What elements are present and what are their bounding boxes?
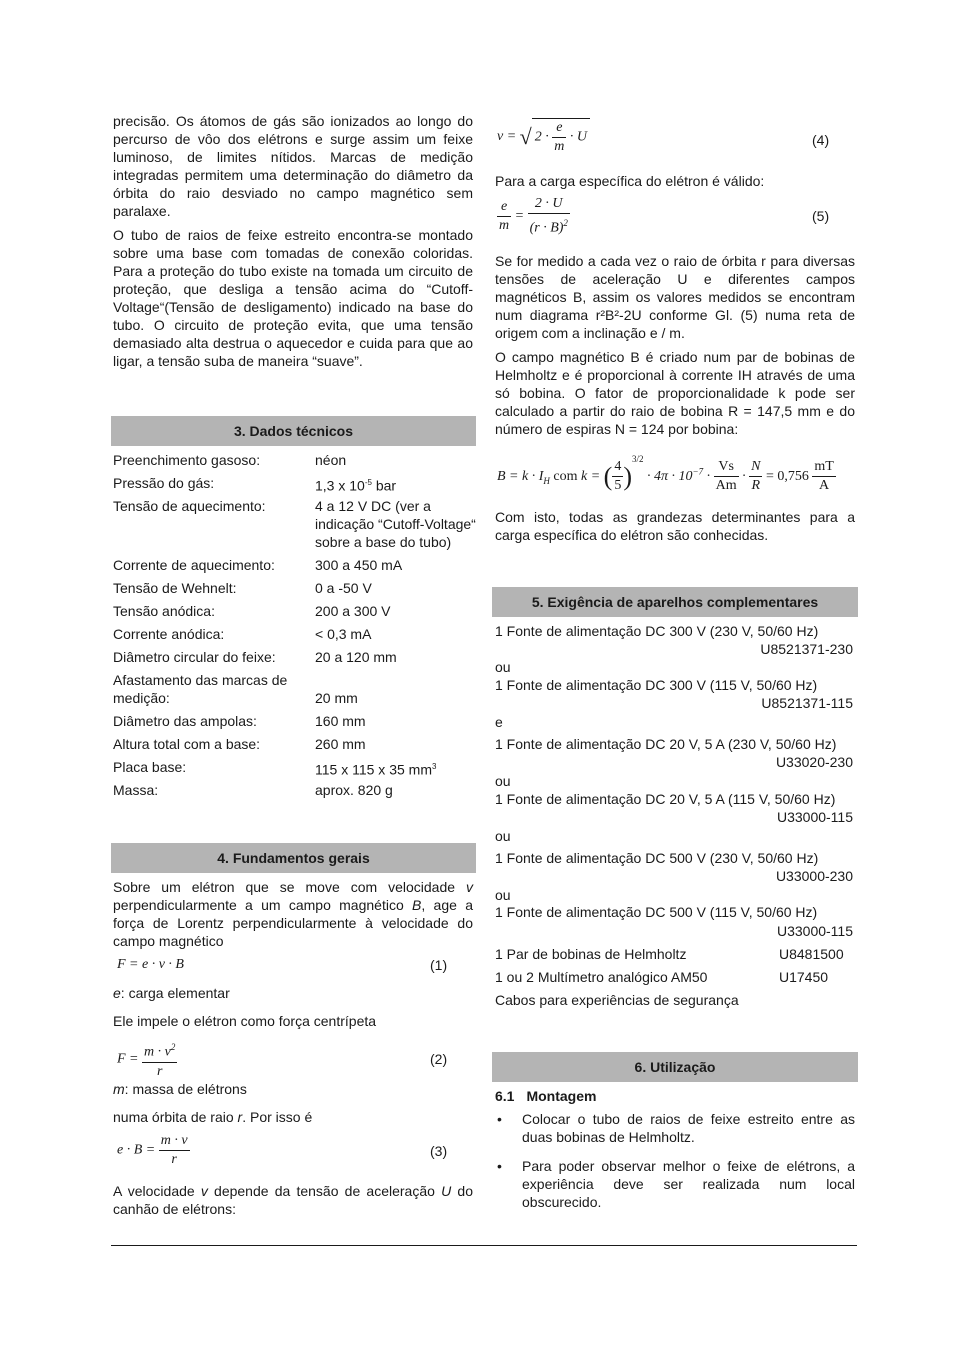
req-code: U8521371-230 xyxy=(760,641,853,657)
req-helmholtz-code: U8481500 xyxy=(779,946,844,962)
bullet-icon: • xyxy=(497,1158,502,1174)
var-U: U xyxy=(441,1183,452,1199)
var-B: B xyxy=(412,897,422,913)
spec-label: Tensão de aquecimento: xyxy=(113,498,266,514)
spec-value: 160 mm xyxy=(315,713,366,729)
var-m: m xyxy=(113,1081,125,1097)
spec-label: Diâmetro das ampolas: xyxy=(113,713,257,729)
req-item: 1 Fonte de alimentação DC 300 V (115 V, 50/60 Hz) xyxy=(495,677,818,693)
spec-label: Preenchimento gasoso: xyxy=(113,452,261,468)
spec-value xyxy=(315,474,485,495)
equation-1: F = e · v · B xyxy=(117,957,184,972)
equation-number: (1) xyxy=(430,957,448,973)
equation-number: (2) xyxy=(430,1051,448,1067)
text: Sobre um elétron que se move com velocidade xyxy=(113,879,466,895)
eq6-com: com xyxy=(553,469,578,484)
fund-paragraph-2: Ele impele o elétron como força centrípeta xyxy=(113,1013,377,1029)
section-heading-usage: 6. Utilização xyxy=(492,1052,858,1082)
section-heading-tech: 3. Dados técnicos xyxy=(111,416,476,446)
text: : massa de elétrons xyxy=(124,1081,247,1097)
spec-label: Diâmetro circular do feixe: xyxy=(113,649,276,665)
subsection-number: 6.1 xyxy=(495,1088,515,1104)
req-item: 1 Fonte de alimentação DC 20 V, 5 A (115 V, 50/60 Hz) xyxy=(495,791,836,807)
text: : carga elementar xyxy=(120,985,230,1001)
spec-value-main: 1,3 x 10 xyxy=(315,477,365,494)
fund-paragraph-3 xyxy=(113,1108,312,1126)
subsection-heading xyxy=(495,1087,596,1105)
spec-label: Corrente de aquecimento: xyxy=(113,557,275,573)
equation-6: $B = k \cdot I_H$ com k = ( $\frac{4}{5}$ )$^{3/2} \cdot 4\pi \cdot 10^{-7}$ · $\frac{Vs}{Am}$ · $\frac{N}{R}$ = 0,756 $\frac{mT}{A}$ xyxy=(497,454,834,494)
spec-label: Tensão anódica: xyxy=(113,603,215,619)
bullet-icon: • xyxy=(497,1111,502,1127)
req-multimeter-label: 1 ou 2 Multímetro analógico AM50 xyxy=(495,969,708,985)
text: perpendicularmente a um campo magnético xyxy=(113,897,413,913)
fund-paragraph-4 xyxy=(113,1182,473,1218)
spec-value: 0 a -50 V xyxy=(315,580,372,596)
spec-label: Afastamento das marcas de medição: xyxy=(113,672,288,706)
intro-paragraph-1: precisão. Os átomos de gás são ionizados ao longo do percurso de vôo dos elétrons e surge assim um feixe luminoso, de limites nítidos. Marcas de medição integradas permitem uma determinação do diâmetro da órbita do raio desviado no campo magnético sem paralaxe. xyxy=(113,113,473,219)
req-code: U8521371-115 xyxy=(761,695,853,711)
spec-label: Corrente anódica: xyxy=(113,626,225,642)
spec-label: Pressão do gás: xyxy=(113,475,215,491)
var-v: v xyxy=(466,879,473,895)
intro-text xyxy=(113,112,473,376)
req-code: U33000-115 xyxy=(776,923,853,939)
var-e: e xyxy=(113,985,121,1001)
equation-number: (4) xyxy=(812,132,830,148)
spec-value: < 0,3 mA xyxy=(315,626,372,642)
subsection-title: Montagem xyxy=(526,1088,597,1104)
req-code: U33000-230 xyxy=(775,868,853,884)
spec-value-main: 115 x 115 x 35 mm xyxy=(315,761,432,778)
req-cables: Cabos para experiências de segurança xyxy=(495,992,739,1008)
req-item: 1 Fonte de alimentação DC 500 V (115 V, 50/60 Hz) xyxy=(495,904,818,920)
text: , age a força de Lorentz perpendicularmente à velocidade do campo magnético xyxy=(113,897,473,949)
spec-value: néon xyxy=(315,452,347,468)
req-connector: ou xyxy=(495,828,511,844)
spec-value: 4 a 12 V DC (ver a indicação “Cutoff-Voltage“ sobre a base do tubo) xyxy=(315,498,476,550)
equation-2: F = $\frac{m \cdot v^2}{r}$ xyxy=(117,1038,177,1081)
spec-value: 300 a 450 mA xyxy=(315,557,403,573)
text: . Por isso é xyxy=(242,1109,313,1125)
spec-label: Tensão de Wehnelt: xyxy=(113,580,237,596)
text: depende da tensão de aceleração xyxy=(207,1183,442,1199)
right-paragraph-2: Se for medido a cada vez o raio de órbita r para diversas tensões de aceleração U e diferentes campos magnéticos B, assim os valores medidos se encontram num diagrama r²B²-2U conforme Gl. (5) numa reta de origem com a inclinação e / m. xyxy=(495,253,855,341)
req-item: 1 Fonte de alimentação DC 20 V, 5 A (230 V, 50/60 Hz) xyxy=(495,736,837,752)
spec-value-sup: -5 xyxy=(364,478,372,487)
req-helmholtz-label: 1 Par de bobinas de Helmholtz xyxy=(495,946,687,962)
req-code: U33020-230 xyxy=(775,754,853,770)
spec-label: Massa: xyxy=(113,782,159,798)
m-definition xyxy=(113,1080,247,1098)
e-definition xyxy=(113,984,230,1002)
req-connector: ou xyxy=(495,773,511,789)
req-connector: ou xyxy=(495,887,511,903)
fund-paragraph-1 xyxy=(113,878,473,950)
req-connector: e xyxy=(495,714,503,730)
text: A velocidade xyxy=(113,1183,201,1199)
list-item-text: Colocar o tubo de raios de feixe estreito entre as duas bobinas de Helmholtz. xyxy=(522,1111,855,1145)
spec-value: 20 a 120 mm xyxy=(315,649,397,665)
spec-value: 200 a 300 V xyxy=(315,603,391,619)
equation-5: $\frac{e}{m}$ = $\frac{2 \cdot U}{(r \cdot B)^2}$ xyxy=(499,196,568,236)
right-paragraph-1: Para a carga específica do elétron é válido: xyxy=(495,173,765,189)
equation-3: e · B = $\frac{m \cdot v}{r}$ xyxy=(117,1133,188,1167)
req-multimeter-code: U17450 xyxy=(779,969,829,985)
list-item-text: Para poder observar melhor o feixe de elétrons, a experiência deve ser realizada num local obscurecido. xyxy=(522,1158,855,1210)
spec-label: Placa base: xyxy=(113,759,187,775)
equation-number: (5) xyxy=(812,208,830,224)
req-item: 1 Fonte de alimentação DC 500 V (230 V, 50/60 Hz) xyxy=(495,850,819,866)
footer-rule xyxy=(111,1245,857,1246)
spec-value xyxy=(315,758,485,779)
spec-label: Altura total com a base: xyxy=(113,736,261,752)
right-paragraph-4: Com isto, todas as grandezas determinantes para a carga específica do elétron são conhecidas. xyxy=(495,509,855,543)
equation-4: v = √ 2 · $\frac{e}{m}$ · U xyxy=(497,118,590,156)
text: do canhão de elétrons: xyxy=(113,1183,473,1217)
req-item: 1 Fonte de alimentação DC 300 V (230 V, 50/60 Hz) xyxy=(495,623,819,639)
eq6-result: = 0,756 xyxy=(765,469,809,484)
text: numa órbita de raio xyxy=(113,1109,238,1125)
req-connector: ou xyxy=(495,659,511,675)
right-paragraph-3: O campo magnético B é criado num par de bobinas de Helmholtz e é proporcional à corrente IH através de uma só bobina. O fator de proporcionalidade k pode ser calculado a partir do raio de bobina R = 147,5 mm e do número de espiras N = 124 por bobina: xyxy=(495,349,855,437)
equation-number: (3) xyxy=(430,1143,448,1159)
section-heading-fundamentals: 4. Fundamentos gerais xyxy=(111,843,476,873)
req-code: U33000-115 xyxy=(776,809,853,825)
spec-value: aprox. 820 g xyxy=(315,782,393,798)
var-r: r xyxy=(237,1109,243,1125)
spec-value: 20 mm xyxy=(315,690,358,706)
section-heading-requirements: 5. Exigência de aparelhos complementares xyxy=(492,587,858,617)
spec-value-unit: bar xyxy=(371,477,397,494)
intro-paragraph-2: O tubo de raios de feixe estreito encontra-se montado sobre uma base com tomadas de conexão coloridas. Para a proteção do tubo existe na tomada um circuito de proteção, que desliga a tensão acima do “Cutoff-Voltage“(Tensão de desligamento) indicado na base do tubo. O circuito de proteção evita, que uma tensão demasiado alta destrua o aquecedor e cuida para que ao ligar, a tensão suba de maneira “suave”. xyxy=(113,227,473,369)
var-v: v xyxy=(200,1183,208,1199)
spec-value: 260 mm xyxy=(315,736,366,752)
spec-value-sup: 3 xyxy=(431,762,437,771)
